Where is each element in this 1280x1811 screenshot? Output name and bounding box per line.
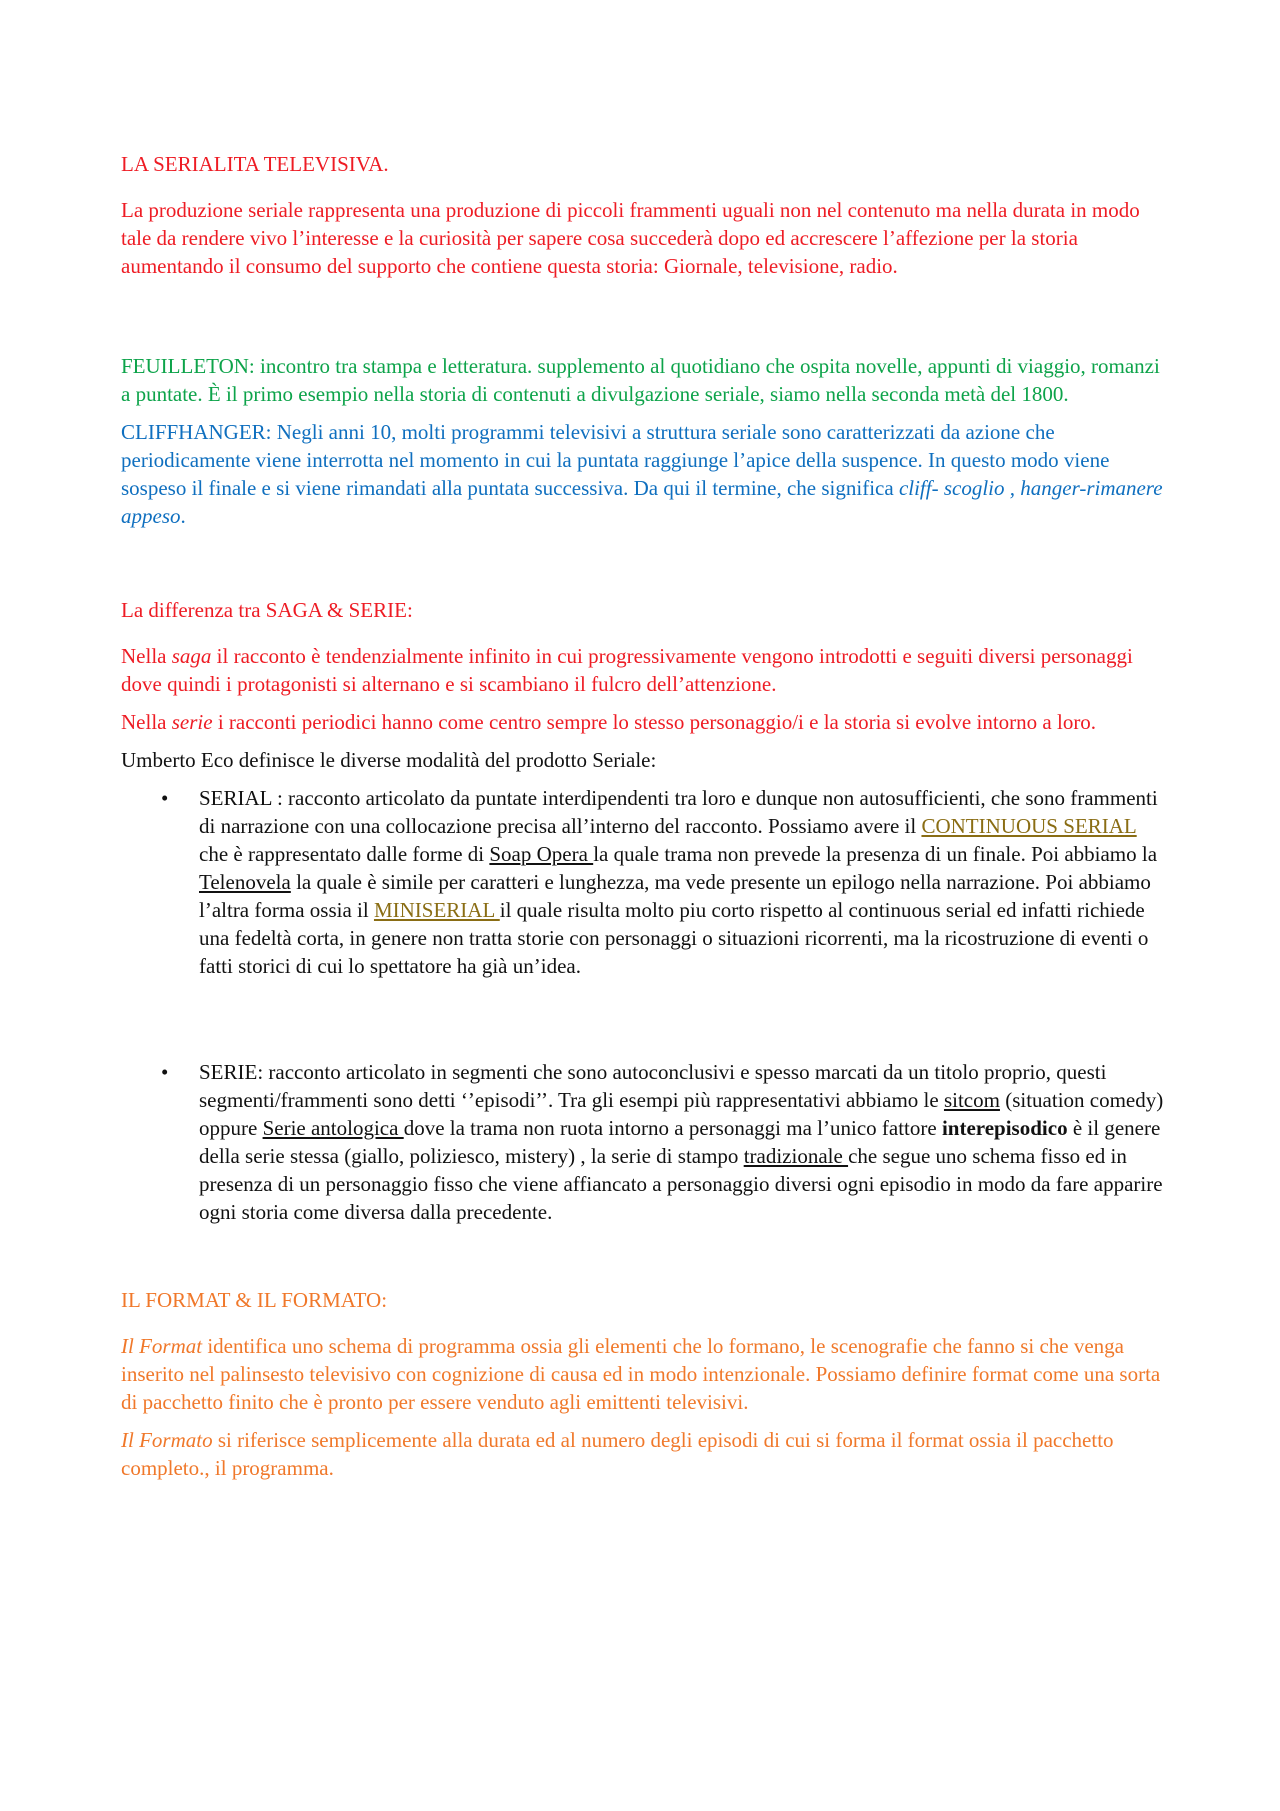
cliffhanger-italic: cliff- scoglio , hanger-rimanere appeso (121, 476, 1163, 528)
serial-text-1: SERIAL : racconto articolato da puntate interdipendenti tra loro e dunque non autosufficienti, che sono frammenti di narrazione con una collocazione precisa all’interno del racconto. Possiamo avere il (199, 786, 1158, 838)
saga-pre: Nella (121, 644, 172, 668)
formato-italic: Il Formato (121, 1428, 213, 1452)
format-italic: Il Format (121, 1334, 203, 1358)
serie-word: serie (171, 710, 213, 734)
cliffhanger-paragraph (121, 418, 1166, 530)
serial-text-2: che è rappresentato dalle forme di (199, 842, 490, 866)
format-paragraph (121, 1332, 1166, 1416)
serie-antologica-term: Serie antologica (262, 1116, 404, 1140)
list-item-serial (121, 784, 1166, 980)
telenovela-term: Telenovela (199, 870, 291, 894)
formato-text: si riferisce semplicemente alla durata ed al numero degli episodi di cui si forma il format ossia il pacchetto completo., il programma. (121, 1428, 1114, 1480)
feuilleton-paragraph: FEUILLETON: incontro tra stampa e letteratura. supplemento al quotidiano che ospita novelle, appunti di viaggio, romanzi a puntate. È il primo esempio nella storia di contenuti a divulgazione seriale, siamo nella seconda metà del 1800. (121, 354, 1160, 406)
format-text: identifica uno schema di programma ossia gli elementi che lo formano, le scenografie che fanno si che venga inserito nel palinsesto televisivo con cognizione di causa ed in modo intenzionale. Possiamo definire format come una sorta di pacchetto finito che è pronto per essere venduto agli emittenti televisivi. (121, 1334, 1161, 1414)
serial-text-5: il quale risulta molto piu corto rispetto al continuous serial ed infatti richiede una fedeltà corta, in genere non tratta storie con personaggi o situazioni ricorrenti, ma la ricostruzione di eventi o fatti storici di cui lo spettatore ha già un’idea. (199, 898, 1149, 978)
interepisodico-term: interepisodico (941, 1116, 1068, 1140)
document-page (121, 150, 1166, 1492)
intro-paragraph: La produzione seriale rappresenta una produzione di piccoli frammenti uguali non nel contenuto ma nella durata in modo tale da rendere vivo l’interesse e la curiosità per sapere cosa succederà dopo ed accrescere l’affezione per la storia aumentando il consumo del supporto che contiene questa storia: Giornale, televisione, radio. (121, 198, 1140, 278)
formato-paragraph (121, 1426, 1166, 1482)
serie-text-4: è il genere della serie stessa (giallo, poliziesco, mistery) , la serie di stampo (199, 1116, 1161, 1168)
continuous-serial-link[interactable]: CONTINUOUS SERIAL (921, 814, 1137, 838)
bullet-icon: • (161, 1060, 169, 1084)
serie-text-3: dove la trama non ruota intorno a personaggi ma l’unico fattore (403, 1116, 942, 1140)
serie-pre: Nella (121, 710, 172, 734)
bullet-icon: • (161, 786, 169, 810)
serial-text-3: la quale trama non prevede la presenza di un finale. Poi abbiamo la (593, 842, 1158, 866)
eco-paragraph: Umberto Eco definisce le diverse modalità del prodotto Seriale: (121, 748, 657, 772)
document-title: LA SERIALITA TELEVISIVA. (121, 152, 389, 176)
miniserial-link[interactable]: MINISERIAL (373, 898, 500, 922)
serie-paragraph (121, 708, 1166, 736)
sitcom-term: sitcom (943, 1088, 1000, 1112)
soap-opera-term: Soap Opera (489, 842, 594, 866)
cliffhanger-text: CLIFFHANGER: Negli anni 10, molti programmi televisivi a struttura seriale sono caratterizzati da azione che periodicamente viene interrotta nel momento in cui la puntata raggiunge l’apice della suspence. In questo modo viene sospeso il finale e si viene rimandati alla puntata successiva. Da qui il termine, che significa (121, 420, 1110, 500)
serie-post: i racconti periodici hanno come centro sempre lo stesso personaggio/i e la storia si evolve intorno a loro. (212, 710, 1097, 734)
saga-word: saga (171, 644, 212, 668)
serie-text-5: che segue uno schema fisso ed in presenza di un personaggio fisso che viene affiancato a personaggio diversi ogni episodio in modo da fare apparire ogni storia come diversa dalla precedente. (199, 1144, 1163, 1224)
modalities-list (121, 784, 1166, 1226)
serial-text-4: la quale è simile per caratteri e lunghezza, ma vede presente un epilogo nella narrazione. Poi abbiamo l’altra forma ossia il (199, 870, 1151, 922)
serie-text-2: (situation comedy) oppure (199, 1088, 1164, 1140)
tradizionale-term: tradizionale (743, 1144, 849, 1168)
serie-text-1: SERIE: racconto articolato in segmenti che sono autoconclusivi e spesso marcati da un titolo proprio, questi segmenti/frammenti sono detti ‘’episodi’’. Tra gli esempi più rappresentativi abbiamo le (199, 1060, 1107, 1112)
saga-serie-heading: La differenza tra SAGA & SERIE: (121, 598, 413, 622)
saga-post: il racconto è tendenzialmente infinito in cui progressivamente vengono introdotti e seguiti diversi personaggi dove quindi i protagonisti si alternano e si scambiano il fulcro dell’attenzione. (121, 644, 1133, 696)
format-heading: IL FORMAT & IL FORMATO: (121, 1288, 388, 1312)
list-item-serie (121, 1058, 1166, 1226)
cliffhanger-end: . (180, 504, 186, 528)
saga-paragraph (121, 642, 1166, 698)
